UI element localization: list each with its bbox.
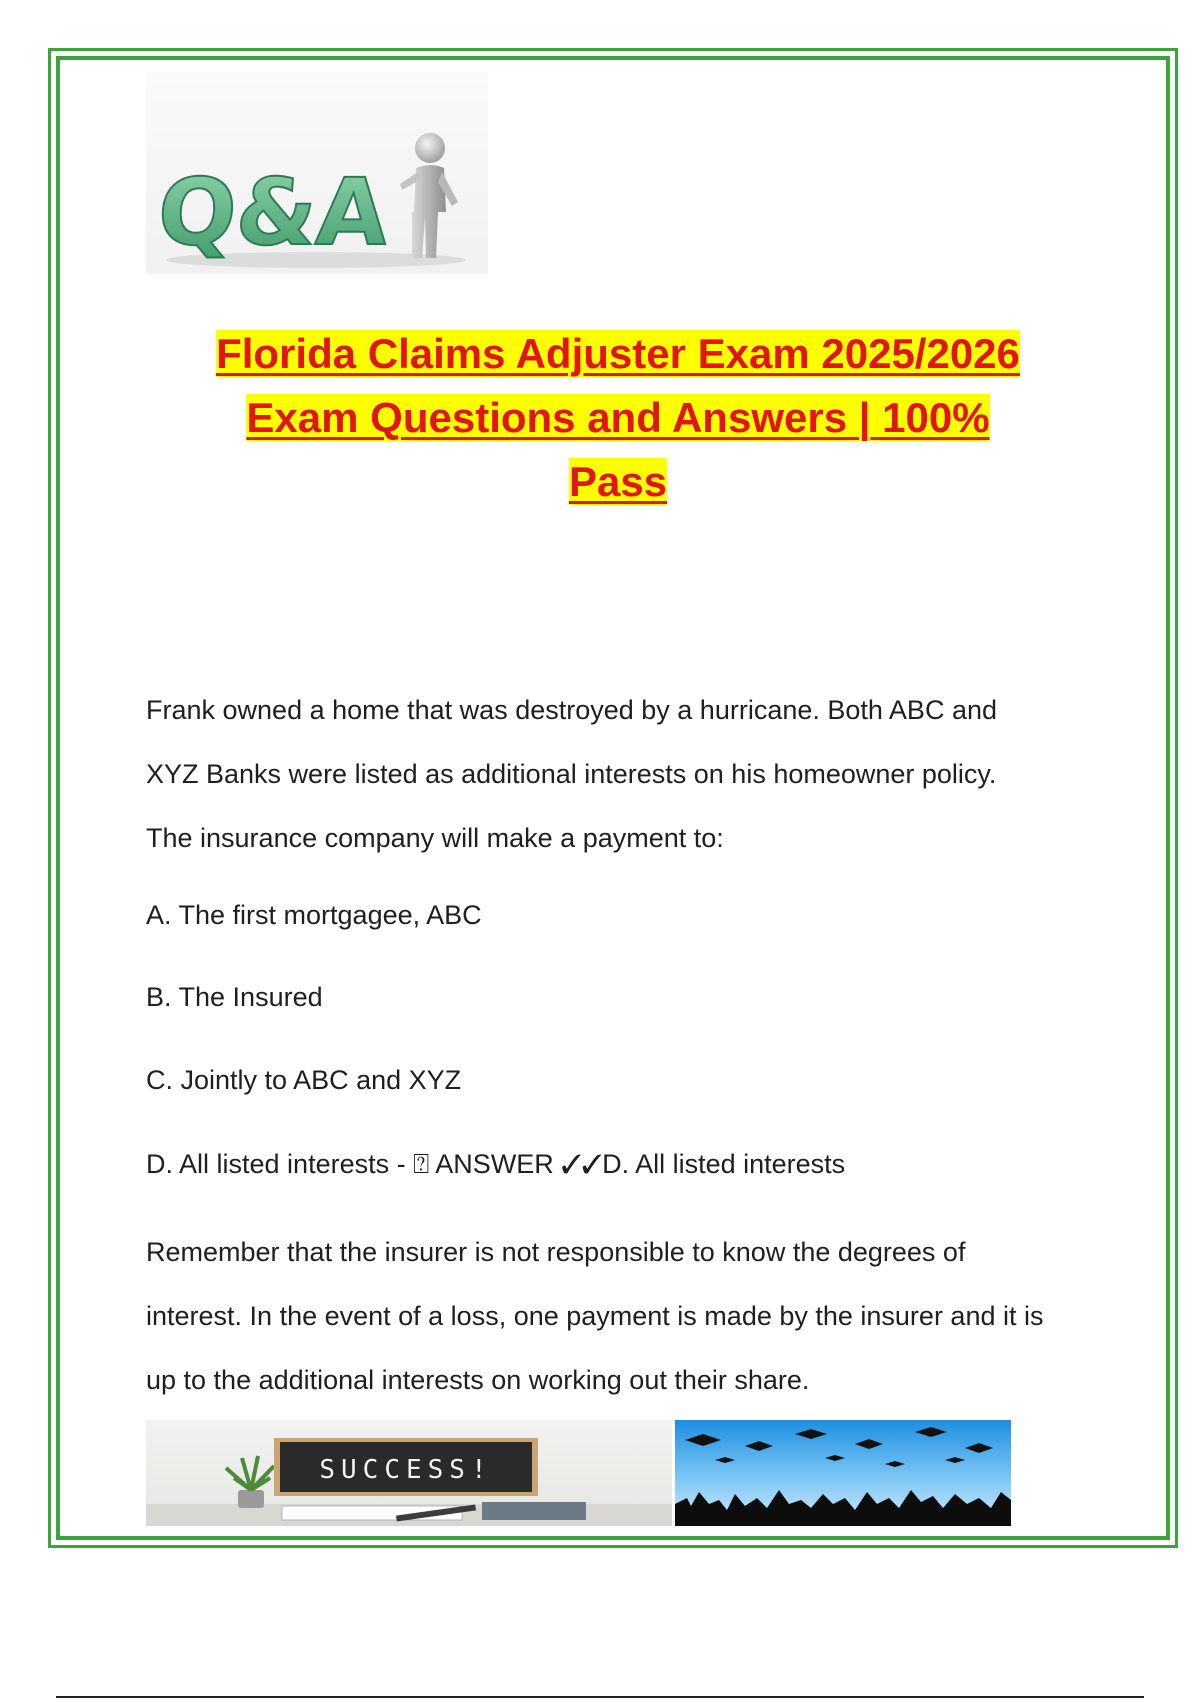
explanation-line-3: up to the additional interests on working out their share. [146,1365,810,1395]
chalkboard-text: SUCCESS! [319,1455,493,1485]
qa-illustration [146,72,488,274]
graduation-cap-icon [685,1427,993,1467]
graduation-caps-image [675,1420,1011,1526]
question-line-1: Frank owned a home that was destroyed by a hurricane. Both ABC and [146,695,997,725]
answer-option-b: B. The Insured [146,982,323,1012]
explanation-text [146,1220,1106,1412]
question-line-3: The insurance company will make a payment to: [146,823,724,853]
question-text [146,678,1106,870]
qa-logo-letters: Q&A [154,159,392,266]
title-line-3: Pass [568,458,668,505]
person-figure-icon [400,133,458,258]
page-bottom-rule [56,1696,1144,1698]
document-title [120,322,1116,514]
success-chalkboard-image [146,1420,672,1526]
question-line-2: XYZ Banks were listed as additional interests on his homeowner policy. [146,759,997,789]
crowd-silhouette [675,1490,1011,1526]
title-line-1: Florida Claims Adjuster Exam 2025/2026 [216,330,1020,377]
title-line-2: Exam Questions and Answers | 100% [246,394,990,441]
answer-option-d: D. All listed interests - ⍰ ANSWER ✓✓D. All listed interests [146,1149,846,1179]
explanation-line-2: interest. In the event of a loss, one payment is made by the insurer and it is [146,1301,1044,1331]
plant-icon [226,1456,274,1508]
answer-option-a: A. The first mortgagee, ABC [146,900,482,930]
answer-option-c: C. Jointly to ABC and XYZ [146,1065,462,1095]
explanation-line-1: Remember that the insurer is not responsible to know the degrees of [146,1237,966,1267]
